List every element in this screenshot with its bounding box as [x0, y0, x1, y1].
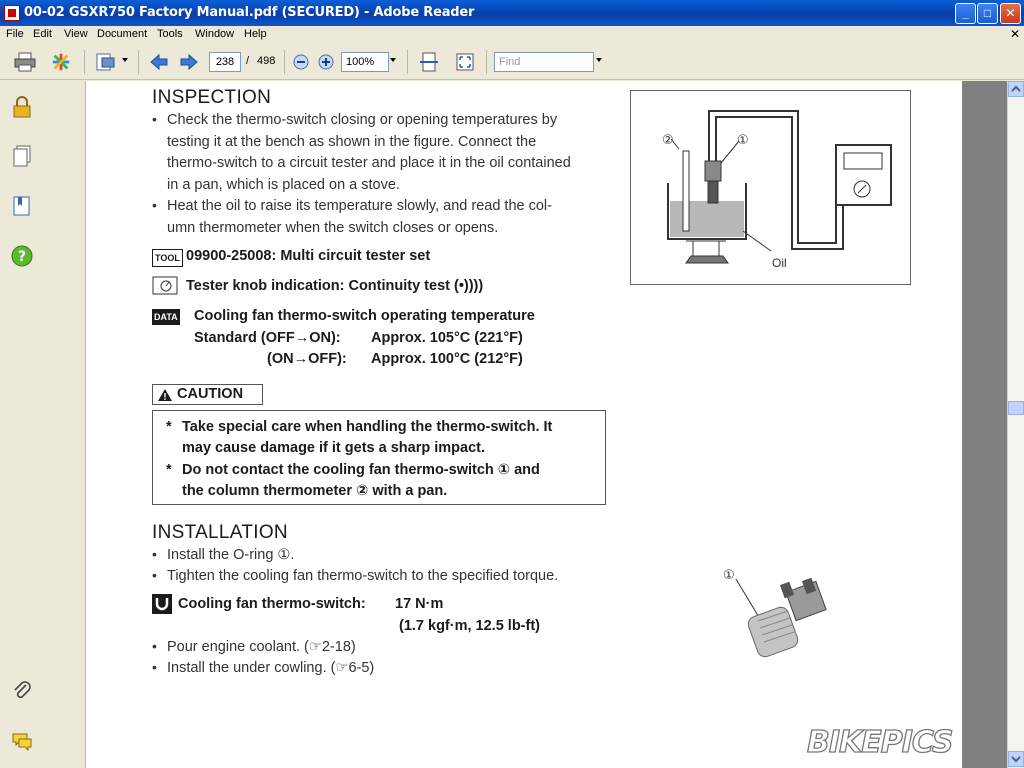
menu-file[interactable]: File	[6, 28, 24, 40]
pdf-page	[86, 81, 962, 768]
bullet: •	[152, 546, 157, 562]
scroll-down-button[interactable]	[1008, 751, 1024, 767]
adobe-reader-icon	[4, 5, 20, 21]
bench-test-figure	[630, 90, 911, 285]
chevron-down-icon	[1009, 752, 1023, 766]
zoom-out-icon[interactable]	[290, 52, 312, 72]
toolbar-separator	[407, 50, 408, 74]
menu-window[interactable]: Window	[195, 28, 235, 40]
bullet: •	[152, 567, 157, 583]
figure-callout-2: ②	[662, 133, 674, 148]
bullet: •	[152, 111, 157, 127]
torque-label: Cooling fan thermo-switch:	[178, 596, 366, 612]
close-button[interactable]: ✕	[1000, 3, 1021, 24]
scroll-up-button[interactable]	[1008, 81, 1024, 97]
bullet: •	[152, 659, 157, 675]
find-input[interactable]: Find	[494, 52, 594, 72]
document-properties-icon[interactable]	[94, 52, 116, 72]
organizer-icon[interactable]	[50, 52, 72, 72]
inspection-text-line: thermo-switch to a circuit tester and place it in the oil contained	[167, 155, 571, 171]
minimize-button[interactable]: _	[955, 3, 976, 24]
next-page-icon[interactable]	[178, 52, 200, 72]
data-row1-value: Approx. 105°C (221°F)	[371, 330, 523, 346]
inspection-text-line: umn thermometer when the switch closes or opens.	[167, 220, 499, 236]
toolbar-separator	[84, 50, 85, 74]
tester-knob-icon	[152, 276, 180, 296]
page-total: 498	[257, 55, 276, 67]
page-number-input[interactable]: 238	[209, 52, 241, 72]
torque-value: 17 N·m	[395, 596, 444, 612]
bikepics-watermark: BIKEPICS	[807, 725, 953, 760]
inspection-text-line: Heat the oil to raise its temperature slowly, and read the col-	[167, 198, 552, 214]
inspection-text-line: testing it at the bench as shown in the figure. Connect the	[167, 134, 537, 150]
caution-box	[152, 410, 606, 505]
special-tool-text: 09900-25008: Multi circuit tester set	[186, 248, 431, 264]
document-close-icon[interactable]: ✕	[1010, 27, 1021, 41]
inspection-heading: INSPECTION	[152, 87, 272, 108]
caution-text-line: Take special care when handling the thermo-switch. It	[182, 419, 553, 435]
oil-label: Oil	[772, 256, 787, 270]
bench-test-diagram	[631, 91, 910, 284]
pages-icon[interactable]	[10, 144, 34, 168]
caution-label: CAUTION	[177, 386, 244, 402]
svg-text:?: ?	[17, 249, 27, 265]
menu-document[interactable]: Document	[97, 28, 148, 40]
thermo-switch-figure	[716, 561, 836, 671]
installation-text-line: Tighten the cooling fan thermo-switch to the specified torque.	[167, 568, 559, 584]
menu-edit[interactable]: Edit	[33, 28, 52, 40]
menu-view[interactable]: View	[64, 28, 88, 40]
torque-alt-value: (1.7 kgf·m, 12.5 lb-ft)	[399, 618, 540, 634]
window-title: 00-02 GSXR750 Factory Manual.pdf (SECURED) - Adobe Reader	[24, 5, 475, 20]
installation-text-line: Install the O-ring ①.	[167, 547, 295, 563]
installation-text-line: Pour engine coolant. (☞2-18)	[167, 639, 356, 655]
caution-star: *	[166, 419, 172, 435]
inspection-text-line: in a pan, which is placed on a stove.	[167, 177, 400, 193]
document-view[interactable]	[86, 81, 1007, 768]
print-icon[interactable]	[14, 52, 36, 72]
data-row2-label: (ON→OFF):	[267, 351, 347, 367]
figure-callout-1: ①	[737, 133, 749, 148]
menu-tools[interactable]: Tools	[157, 28, 183, 40]
data-row1-label: Standard (OFF→ON):	[194, 330, 341, 346]
warning-icon	[158, 389, 172, 401]
tester-knob-text: Tester knob indication: Continuity test (•))))	[186, 278, 484, 294]
caution-text-line: may cause damage if it gets a sharp impact.	[182, 440, 486, 456]
chevron-down-icon[interactable]	[390, 58, 396, 62]
bullet: •	[152, 197, 157, 213]
bookmarks-icon[interactable]	[10, 194, 34, 218]
toolbar-separator	[486, 50, 487, 74]
data-tag: DATA	[152, 309, 180, 325]
caution-header-box	[152, 384, 263, 405]
zoom-in-icon[interactable]	[315, 52, 337, 72]
torque-wrench-icon	[152, 594, 172, 614]
data-title: Cooling fan thermo-switch operating temperature	[194, 308, 535, 324]
toolbar-separator	[138, 50, 139, 74]
chevron-up-icon	[1009, 82, 1023, 96]
zoom-input[interactable]: 100%	[341, 52, 389, 72]
caution-text-line: the column thermometer ② with a pan.	[182, 483, 448, 499]
caution-star: *	[166, 462, 172, 478]
help-icon[interactable]	[10, 244, 34, 268]
page-separator: /	[246, 55, 250, 67]
navigation-pane	[0, 81, 86, 768]
inspection-text-line: Check the thermo-switch closing or opening temperatures by	[167, 112, 558, 128]
maximize-button[interactable]: □	[977, 3, 998, 24]
lock-icon[interactable]	[10, 95, 34, 119]
chevron-down-icon[interactable]	[596, 58, 602, 62]
tool-tag: TOOL	[152, 249, 183, 267]
caution-text-line: Do not contact the cooling fan thermo-switch ① and	[182, 462, 540, 478]
toolbar-separator	[284, 50, 285, 74]
attachments-icon[interactable]	[10, 679, 34, 703]
title-bar	[0, 0, 1024, 26]
menu-help[interactable]: Help	[244, 28, 267, 40]
installation-heading: INSTALLATION	[152, 522, 288, 543]
installation-text-line: Install the under cowling. (☞6-5)	[167, 660, 375, 676]
fit-width-icon[interactable]	[418, 52, 440, 72]
previous-page-icon[interactable]	[148, 52, 170, 72]
fit-page-icon[interactable]	[454, 52, 476, 72]
toolbar	[0, 44, 1024, 80]
scroll-thumb[interactable]	[1008, 401, 1024, 415]
figure2-callout-1: ①	[723, 568, 735, 583]
vertical-scrollbar[interactable]	[1007, 81, 1024, 768]
data-row2-value: Approx. 100°C (212°F)	[371, 351, 523, 367]
menu-bar	[0, 26, 1024, 44]
chevron-down-icon[interactable]	[122, 58, 128, 62]
comments-icon[interactable]	[10, 729, 34, 753]
bullet: •	[152, 638, 157, 654]
